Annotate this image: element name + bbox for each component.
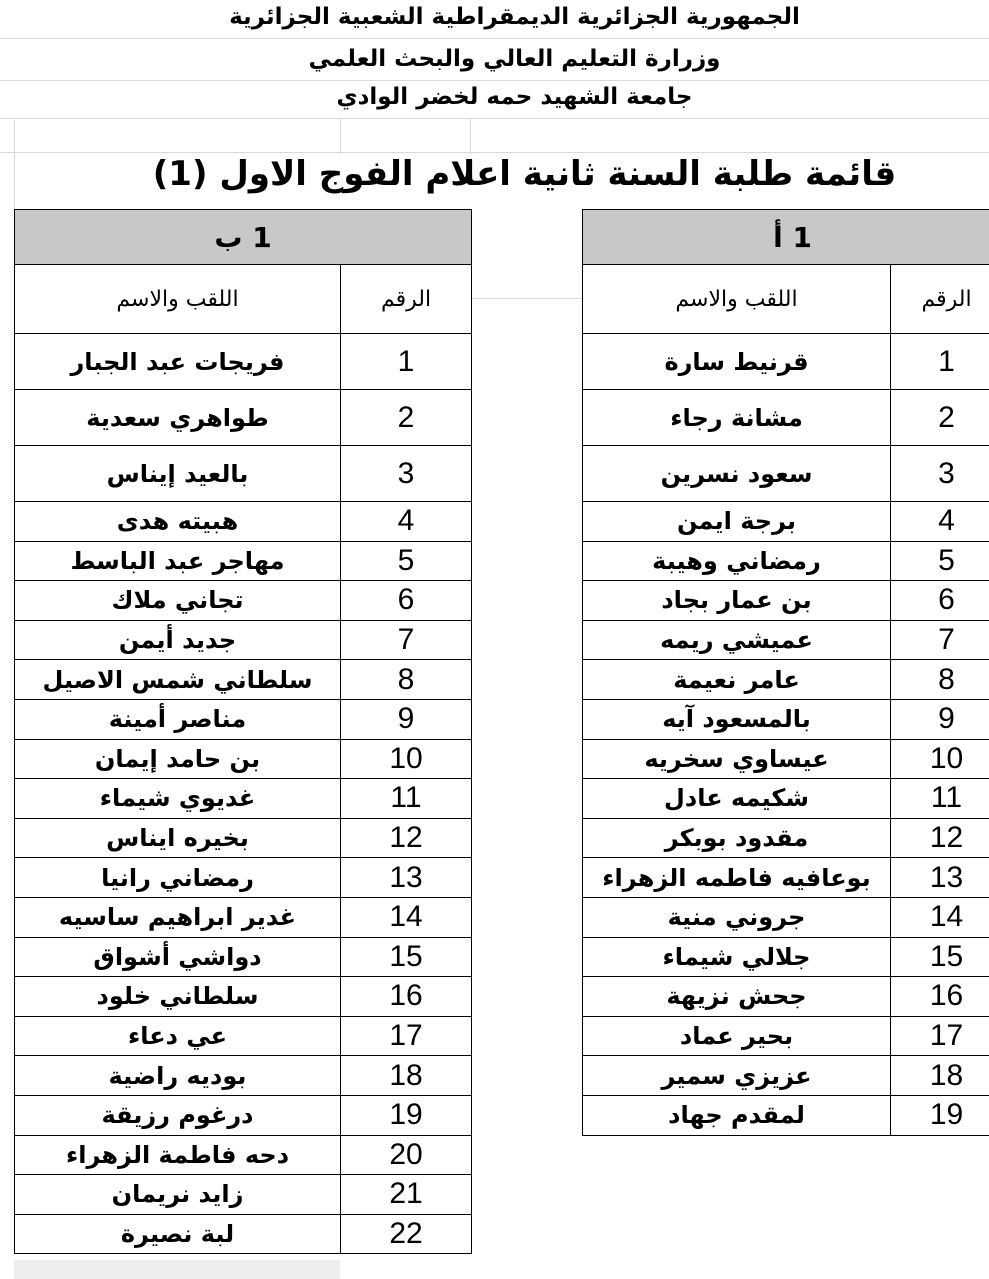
table-row: [15, 779, 472, 819]
grid-line: [470, 298, 582, 299]
row-number: 16: [891, 977, 989, 1017]
student-name: جروني منية: [583, 897, 891, 937]
table-row: [15, 897, 472, 937]
table-row: [15, 1135, 472, 1175]
table-row: [583, 502, 989, 542]
row-number: 7: [891, 620, 989, 660]
table-row: [583, 446, 989, 502]
group-a-col-name: اللقب والاسم: [583, 265, 891, 334]
student-name: سلطاني شمس الاصيل: [15, 660, 341, 700]
grid-cell-shade: [14, 1260, 340, 1279]
table-row: [583, 897, 989, 937]
header-university: جامعة الشهيد حمه لخضر الوادي: [336, 84, 693, 110]
table-row: [15, 739, 472, 779]
student-name: عي دعاء: [15, 1016, 341, 1056]
student-name: بن عمار بجاد: [583, 581, 891, 621]
student-name: مناصر أمينة: [15, 699, 341, 739]
table-row: [583, 1056, 989, 1096]
page-title: قائمة طلبة السنة ثانية اعلام الفوج الاول (1): [152, 154, 897, 194]
table-row: [583, 581, 989, 621]
row-number: 13: [341, 858, 472, 898]
student-name: سعود نسرين: [583, 446, 891, 502]
student-name: سلطاني خلود: [15, 977, 341, 1017]
table-row: [15, 581, 472, 621]
student-name: رمضاني وهيبة: [583, 541, 891, 581]
row-number: 17: [891, 1016, 989, 1056]
row-number: 10: [341, 739, 472, 779]
row-number: 11: [341, 779, 472, 819]
row-number: 22: [341, 1214, 472, 1254]
table-row: [15, 541, 472, 581]
table-row: [15, 1175, 472, 1215]
group-b-table: [14, 209, 472, 1254]
row-number: 13: [891, 858, 989, 898]
table-row: [15, 1095, 472, 1135]
table-row: [15, 502, 472, 542]
table-row: [15, 334, 472, 390]
student-name: عزيزي سمير: [583, 1056, 891, 1096]
grid-line: [470, 118, 471, 154]
group-a-col-number: الرقم: [891, 265, 989, 334]
table-row: [15, 1016, 472, 1056]
student-name: رمضاني رانيا: [15, 858, 341, 898]
row-number: 4: [341, 502, 472, 542]
student-name: بالعيد إيناس: [15, 446, 341, 502]
student-name: لمقدم جهاد: [583, 1095, 891, 1135]
table-row: [583, 779, 989, 819]
student-name: شكيمه عادل: [583, 779, 891, 819]
row-number: 4: [891, 502, 989, 542]
row-number: 3: [891, 446, 989, 502]
header-ministry: وزرارة التعليم العالي والبحث العلمي: [308, 46, 721, 72]
table-row: [15, 858, 472, 898]
group-b-col-number: الرقم: [341, 265, 472, 334]
table-row: [583, 541, 989, 581]
row-number: 17: [341, 1016, 472, 1056]
table-row: [583, 620, 989, 660]
row-number: 6: [341, 581, 472, 621]
student-name: عميشي ريمه: [583, 620, 891, 660]
grid-line: [0, 118, 989, 119]
row-number: 6: [891, 581, 989, 621]
student-name: مقدود بوبكر: [583, 818, 891, 858]
row-number: 14: [891, 897, 989, 937]
row-number: 15: [891, 937, 989, 977]
student-name: عامر نعيمة: [583, 660, 891, 700]
student-name: فريجات عبد الجبار: [15, 334, 341, 390]
row-number: 11: [891, 779, 989, 819]
table-row: [15, 620, 472, 660]
student-name: غديوي شيماء: [15, 779, 341, 819]
student-name: بخيره ايناس: [15, 818, 341, 858]
table-row: [15, 818, 472, 858]
table-row: [15, 1214, 472, 1254]
student-name: جحش نزيهة: [583, 977, 891, 1017]
student-name: هبيته هدى: [15, 502, 341, 542]
row-number: 2: [891, 390, 989, 446]
student-name: قرنيط سارة: [583, 334, 891, 390]
group-b-header: 1 ب: [15, 210, 472, 265]
row-number: 2: [341, 390, 472, 446]
table-row: [15, 937, 472, 977]
row-number: 7: [341, 620, 472, 660]
table-row: [15, 446, 472, 502]
grid-line: [0, 152, 989, 153]
row-number: 12: [341, 818, 472, 858]
student-name: بحير عماد: [583, 1016, 891, 1056]
student-name: عيساوي سخريه: [583, 739, 891, 779]
row-number: 21: [341, 1175, 472, 1215]
student-name: طواهري سعدية: [15, 390, 341, 446]
table-row: [583, 977, 989, 1017]
row-number: 5: [341, 541, 472, 581]
group-b-col-name: اللقب والاسم: [15, 265, 341, 334]
grid-line: [0, 80, 989, 81]
group-a-header: 1 أ: [583, 210, 989, 265]
table-row: [583, 937, 989, 977]
student-name: بالمسعود آيه: [583, 699, 891, 739]
grid-line: [340, 118, 341, 154]
student-name: غدير ابراهيم ساسيه: [15, 897, 341, 937]
header-country: الجمهورية الجزائرية الديمقراطية الشعبية الجزائرية: [229, 4, 800, 30]
group-a-rows: [583, 334, 989, 1136]
row-number: 19: [891, 1095, 989, 1135]
row-number: 9: [891, 699, 989, 739]
row-number: 14: [341, 897, 472, 937]
row-number: 12: [891, 818, 989, 858]
group-a-table: [582, 209, 989, 1136]
student-name: بن حامد إيمان: [15, 739, 341, 779]
table-row: [583, 858, 989, 898]
student-name: جديد أيمن: [15, 620, 341, 660]
student-name: جلالي شيماء: [583, 937, 891, 977]
row-number: 1: [341, 334, 472, 390]
table-row: [583, 699, 989, 739]
table-row: [583, 1095, 989, 1135]
table-row: [15, 660, 472, 700]
table-row: [583, 390, 989, 446]
row-number: 10: [891, 739, 989, 779]
group-b-rows: [15, 334, 472, 1254]
student-name: برجة ايمن: [583, 502, 891, 542]
table-row: [15, 977, 472, 1017]
row-number: 20: [341, 1135, 472, 1175]
row-number: 8: [891, 660, 989, 700]
table-row: [583, 334, 989, 390]
student-name: بوعافيه فاطمه الزهراء: [583, 858, 891, 898]
row-number: 19: [341, 1095, 472, 1135]
row-number: 8: [341, 660, 472, 700]
student-name: لبة نصيرة: [15, 1214, 341, 1254]
table-row: [15, 699, 472, 739]
student-name: تجاني ملاك: [15, 581, 341, 621]
table-row: [583, 739, 989, 779]
table-row: [15, 390, 472, 446]
row-number: 5: [891, 541, 989, 581]
table-row: [583, 660, 989, 700]
row-number: 18: [341, 1056, 472, 1096]
table-row: [15, 1056, 472, 1096]
table-row: [583, 1016, 989, 1056]
row-number: 9: [341, 699, 472, 739]
grid-line: [0, 38, 989, 39]
student-name: زايد نريمان: [15, 1175, 341, 1215]
row-number: 1: [891, 334, 989, 390]
table-row: [583, 818, 989, 858]
student-name: مشانة رجاء: [583, 390, 891, 446]
row-number: 16: [341, 977, 472, 1017]
student-name: بوديه راضية: [15, 1056, 341, 1096]
row-number: 15: [341, 937, 472, 977]
student-name: مهاجر عبد الباسط: [15, 541, 341, 581]
row-number: 3: [341, 446, 472, 502]
student-name: درغوم رزيقة: [15, 1095, 341, 1135]
row-number: 18: [891, 1056, 989, 1096]
student-name: دحه فاطمة الزهراء: [15, 1135, 341, 1175]
student-name: دواشي أشواق: [15, 937, 341, 977]
